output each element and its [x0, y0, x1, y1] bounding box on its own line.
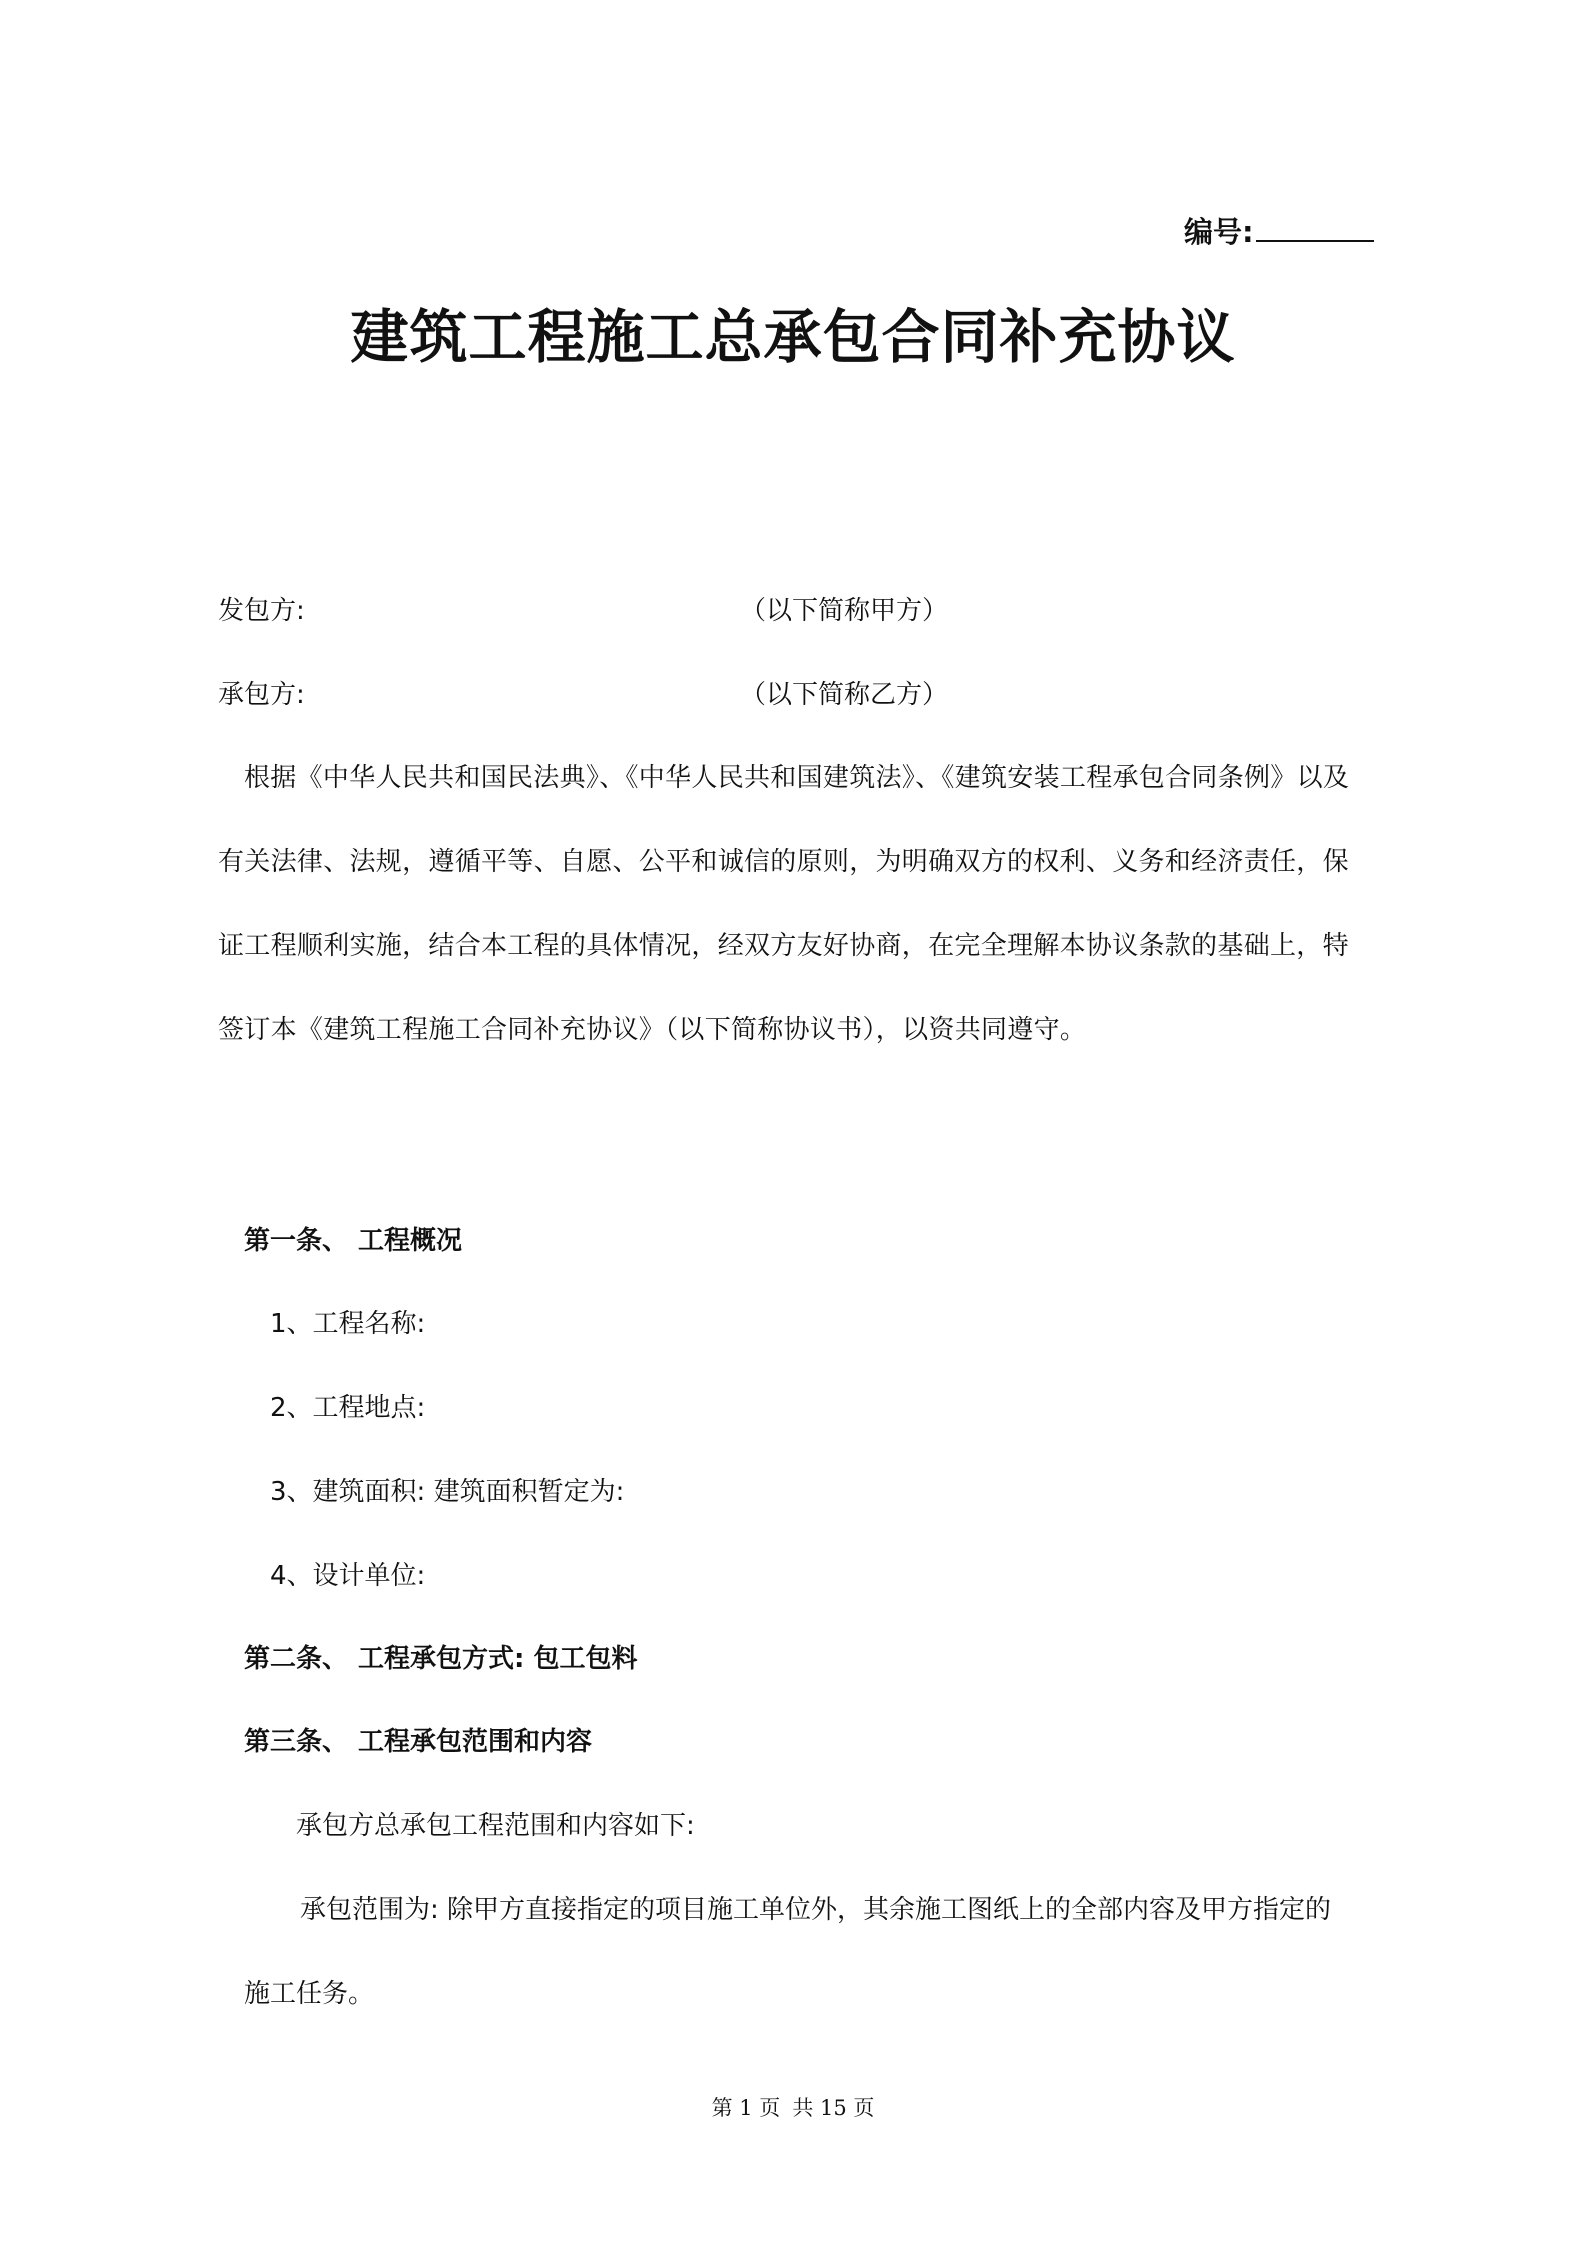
party-b-note: （以下简称乙方）: [740, 680, 949, 710]
preamble-line: 有关法律、法规，遵循平等、自愿、公平和诚信的原则，为明确双方的权利、义务和经济责任，保: [218, 847, 1349, 877]
article-1-number: 第一条、: [244, 1226, 349, 1256]
article-3-heading: [244, 1721, 592, 1758]
page-current: 第 1 页: [711, 2096, 781, 2120]
article-3-number: 第三条、: [244, 1727, 349, 1757]
article-2-heading: [244, 1638, 637, 1675]
preamble-line: 证工程顺利实施，结合本工程的具体情况，经双方友好协商，在完全理解本协议条款的基础上，特: [218, 931, 1349, 961]
article-1-heading: [244, 1220, 462, 1257]
party-b-label: 承包方:: [218, 680, 305, 710]
article-2-number: 第二条、: [244, 1644, 349, 1674]
party-a-note: （以下简称甲方）: [740, 596, 949, 626]
article-1-item: 3、建筑面积: 建筑面积暂定为:: [270, 1477, 625, 1507]
preamble-line: 签订本《建筑工程施工合同补充协议》（以下简称协议书），以资共同遵守。: [218, 1015, 1087, 1045]
article-3-text: 施工任务。: [244, 1979, 375, 2009]
article-2-title: 工程承包方式: 包工包料: [358, 1644, 638, 1674]
article-1-item: 1、工程名称:: [270, 1309, 426, 1339]
article-1-title: 工程概况: [358, 1226, 463, 1256]
document-title: 建筑工程施工总承包合同补充协议: [350, 303, 1236, 371]
preamble-line: 根据《中华人民共和国民法典》、《中华人民共和国建筑法》、《建筑安装工程承包合同条例》以及: [244, 763, 1350, 793]
document-number: [1184, 210, 1374, 251]
page-footer: [0, 2092, 1586, 2122]
document-number-blank: [1256, 239, 1374, 242]
article-1-item: 4、设计单位:: [270, 1561, 426, 1591]
article-1-item: 2、工程地点:: [270, 1393, 426, 1423]
document-number-label: 编号:: [1184, 215, 1254, 249]
page-total: 共 15 页: [792, 2096, 875, 2120]
article-3-title: 工程承包范围和内容: [358, 1727, 593, 1757]
party-a-label: 发包方:: [218, 596, 305, 626]
article-3-text: 承包方总承包工程范围和内容如下:: [296, 1811, 695, 1841]
article-3-text: 承包范围为: 除甲方直接指定的项目施工单位外，其余施工图纸上的全部内容及甲方指定的: [300, 1895, 1332, 1925]
